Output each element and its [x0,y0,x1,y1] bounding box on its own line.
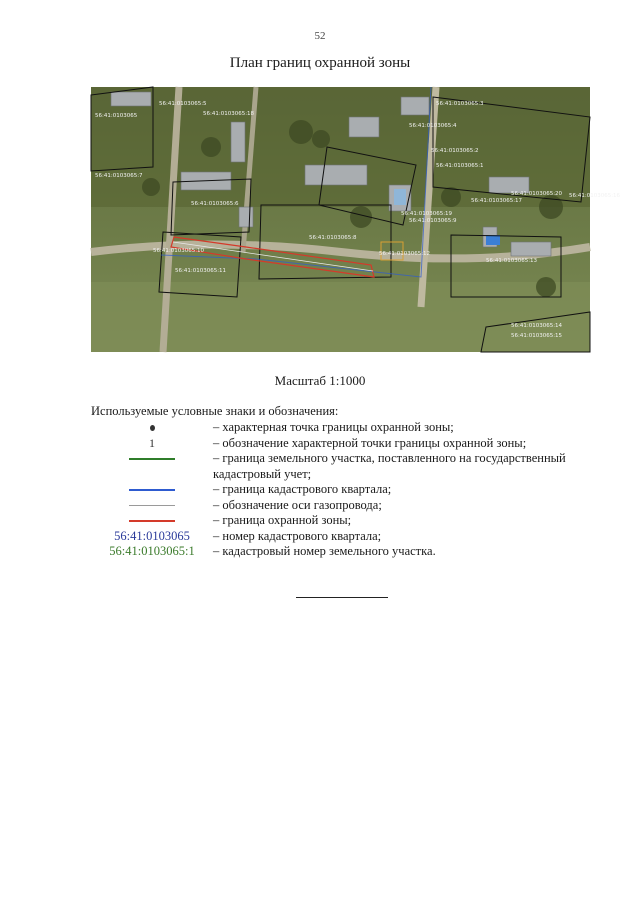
map-label: 56:41:0103065:10 [153,248,205,254]
map-label: 56:41:0103065:12 [379,251,431,257]
protection-zone-line-icon [129,520,175,522]
map-label: 56:41:0103065:5 [159,101,207,107]
page-number: 52 [314,30,326,42]
legend-item [91,482,601,498]
map-label: 56:41:0103065:16 [569,193,621,199]
point-dot-icon [150,425,155,431]
map-label: 56:41:0103065:14 [511,323,563,329]
legend-text: – номер кадастрового квартала; [213,528,382,543]
legend-item [91,544,601,560]
legend-text: – обозначение характерной точки границы охранной зоны; [213,435,527,450]
end-rule [296,597,388,598]
map-label: 56:41:0103065:11 [175,268,227,274]
gas-axis-line-icon [129,505,175,506]
map-label: 56:41:0103065 [95,113,138,119]
document-title: План границ охранной зоны [229,55,411,71]
map-label: 56:41:0103065:6 [191,201,239,207]
map-label: 56:41:0103065:7 [95,173,143,179]
legend-item [91,436,601,452]
scale-label: Масштаб 1:1000 [274,373,366,388]
map-label: 56:41:0103065:3 [436,101,484,107]
map-drawing [91,87,621,352]
legend-text: – граница охранной зоны; [213,513,352,527]
map-label: 56:41:0103065:20 [511,191,563,197]
legend-item [91,451,601,482]
map-label: 56:41:0103065:15 [511,333,563,339]
legend-item [91,498,601,514]
parcel-boundary-line-icon [129,458,175,460]
legend-item [91,420,601,436]
point-number-symbol: 1 [149,435,155,450]
legend-text: – кадастровый номер земельного участка. [213,544,436,558]
map-label: 56:41:0103065:13 [486,258,538,264]
quarter-number-symbol: 56:41:0103065 [114,528,190,543]
legend-text: – граница земельного участка, поставленного на государственный кадастровый учет; [213,451,566,481]
legend [91,420,601,560]
blue-roof-2 [394,189,406,205]
legend-text: – характерная точка границы охранной зоны; [213,420,454,434]
legend-text: – обозначение оси газопровода; [213,497,382,512]
map-label: 56:41:0103065:4 [409,123,457,129]
satellite-map [91,87,621,352]
map-label: 56:41:0103065:1 [436,163,484,169]
map-label: 56:41:0103065:17 [471,198,523,204]
legend-item [91,529,601,545]
map-label: 56:41:0103065:8 [309,235,357,241]
map-label: 56:41:0103065:9 [409,218,457,224]
legend-text: – граница кадастрового квартала; [213,482,392,496]
map-label: 56:41:0103065:19 [401,211,453,217]
legend-item [91,513,601,529]
parcel-number-symbol: 56:41:0103065:1 [109,544,195,558]
map-label: 56:41:0103065:2 [431,148,479,154]
legend-heading: Используемые условные знаки и обозначения: [91,404,339,418]
map-label: 56:41:0103065:18 [203,111,255,117]
blue-roof [486,235,500,245]
quarter-boundary-line-icon [129,489,175,491]
